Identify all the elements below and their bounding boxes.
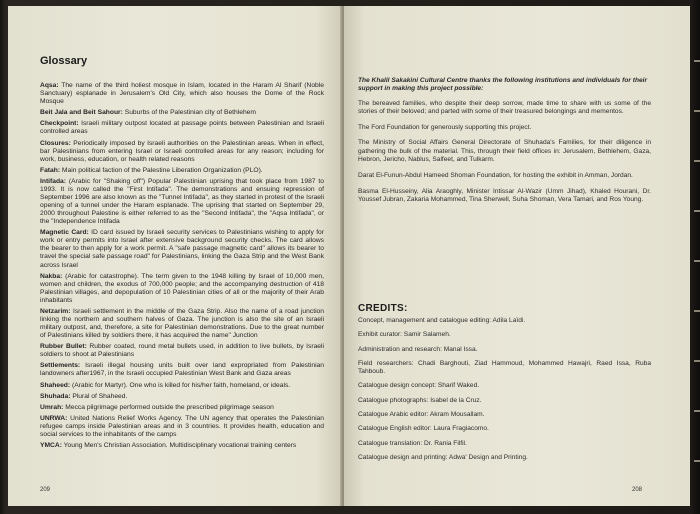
acknowledgement-item: The Ministry of Social Affairs General Directorate of Shuhada's Families, for their diligence in gathering the bulk of the material. This, through their field offices in: Jerusalem, Bethlehem, Gaza, Hebron, Jericho, Nablus, Salfeet, and Tulkarm. — [358, 139, 651, 164]
glossary-list — [40, 82, 324, 453]
credit-item: Catalogue design concept: Sharif Waked. — [358, 382, 480, 390]
glossary-definition: Main political faction of the Palestine Liberation Organization (PLO). — [60, 166, 263, 174]
right-page — [344, 6, 690, 506]
left-page — [8, 6, 342, 506]
glossary-definition: The name of the third holiest mosque in Islam, located in the Haram Al Sharif (Noble Sanctuary) esplanade in Jerusalem's Old City, which also houses the Dome of the Rock Mosque — [40, 82, 324, 106]
glossary-entry — [40, 120, 324, 136]
glossary-definition: Rubber coated, round metal bullets used, in addition to live bullets, by Israeli soldiers to shoot at Palestinians — [40, 343, 324, 359]
glossary-term: Intifada: — [40, 177, 67, 185]
glossary-term: Fatah: — [40, 166, 61, 174]
glossary-entry — [40, 109, 324, 117]
glossary-title: Glossary — [40, 55, 88, 67]
credit-item: Concept, management and catalogue editing: Adila Laïdi. — [358, 317, 526, 324]
glossary-entry — [40, 362, 324, 378]
acknowledgements-list — [358, 100, 651, 205]
glossary-term: Settlements: — [40, 362, 81, 370]
glossary-definition: Israeli settlement in the middle of the Gaza Strip. Also the name of a road junction linking the northern and southern halves of Gaza. The junction is also the site of an Israeli military outpost, and, therefore, a site for Palestinian demonstrations. Due to the great number of Palestinians killed by soldiers there, it has acquired the name" Junction — [40, 307, 324, 340]
page-edge-tabs — [688, 0, 700, 514]
credit-item: Field researchers: Chadi Barghouti, Ziad Hammoud, Mohammed Hawajri, Raed Issa, Ruba Tahboub. — [358, 359, 651, 376]
glossary-term: Closures: — [40, 139, 71, 147]
page-number-left: 209 — [40, 487, 51, 493]
glossary-entry — [40, 343, 324, 359]
acknowledgements-section — [358, 77, 651, 212]
credit-item: Catalogue design and printing: Adwa' Design and Printing. — [358, 453, 528, 461]
credit-item: Catalogue English editor: Laura Fragiacomo. — [358, 425, 489, 433]
glossary-entry — [40, 308, 324, 340]
credit-item: Catalogue Arabic editor: Akram Mousallam. — [358, 411, 485, 419]
glossary-definition: Plural of Shaheed. — [70, 392, 128, 400]
glossary-term: YMCA: — [40, 442, 62, 450]
glossary-entry — [40, 167, 324, 175]
glossary-term: Netzarim: — [40, 307, 71, 315]
glossary-term: Beit Jala and Beit Sahour: — [40, 109, 123, 117]
show-through-text — [358, 12, 658, 24]
glossary-entry — [40, 178, 324, 226]
glossary-entry — [40, 393, 324, 401]
glossary-definition: (Arabic for Martyr). One who is killed for his/her faith, homeland, or ideals. — [70, 381, 291, 389]
glossary-term: Nakba: — [40, 272, 63, 280]
glossary-definition: United Nations Relief Works Agency. The UN agency that operates the Palestinian refugee camps inside Palestinian areas and in 3 countries. It provides health, education and social services to the inhabitants of the camps — [40, 415, 324, 439]
credit-item: Catalogue translation: Dr. Rania Filfil. — [358, 439, 467, 447]
glossary-definition: Mecca pilgrimage performed outside the prescribed pilgrimage season — [63, 403, 274, 411]
acknowledgement-item: The Ford Foundation for generously supporting this project. — [358, 123, 532, 131]
glossary-entry — [40, 140, 324, 164]
glossary-definition: Periodically imposed by Israeli authorities on the Palestinian areas. When in effect, bar Palestinians from entering Israel or Israeli controlled areas for any reason; including for work, business, education, or health related reasons — [40, 139, 324, 163]
glossary-entry — [40, 404, 324, 412]
glossary-term: Checkpoint: — [40, 120, 79, 128]
glossary-entry — [40, 229, 324, 269]
glossary-term: Magnetic Card: — [40, 229, 89, 237]
glossary-entry — [40, 273, 324, 305]
glossary-definition: Israeli military outpost located at passage points between Palestinian and Israeli controlled areas — [40, 120, 324, 136]
glossary-definition: (Arabic for catastrophe). The term given to the 1948 killing by Israel of 10,000 men, women and children, the exodus of 700,000 people; and the accompanying destruction of 418 Palestinian villages, and depopulation of 10 Palestinian cities of all or the majority of their Arab inhabitants — [40, 272, 324, 304]
acknowledgements-intro: The Khalil Sakakini Cultural Centre thanks the following institutions and individuals for their support in making this project possible: — [358, 77, 648, 93]
acknowledgement-item: Darat El-Funun-Abdul Hameed Shoman Foundation, for hosting the exhibit in Amman, Jordan. — [358, 171, 633, 179]
glossary-entry — [40, 415, 324, 439]
credits-title: CREDITS: — [358, 303, 408, 314]
glossary-term: Shuhada: — [40, 392, 71, 400]
glossary-term: Aqsa: — [40, 82, 59, 89]
credits-list — [358, 317, 651, 468]
glossary-definition: Israeli illegal housing units built over land expropriated from Palestinian landowners after1967, in the Israeli occupied Palestinian West Bank and Gaza areas — [40, 362, 324, 378]
glossary-term: Rubber Bullet: — [40, 343, 87, 351]
glossary-definition: (Arabic for "Shaking off") Popular Palestinian uprising that took place from 1987 to 1993. It is now called the "First Intifada". The demonstrations and ensuing repression of September 1996 are also known as the "Tunnel Intifada", as they started in protest of the Israeli opening of a tunnel under the Haram esplanade. The uprising that started on September 29, 2000 throughout Palestine is either referred to as the "Second Intifada", the "Aqsa Intifada", or the "Independence Intifada — [40, 177, 324, 226]
glossary-term: Umrah: — [40, 403, 64, 411]
acknowledgement-item: Basma El-Husseiny, Alia Araoghly, Minister Intissar Al-Wazir (Umm Jihad), Khaled Hourani, Dr. Youssef Jubran, Zakaria Mohammed, Tina Sherwell, Suha Shoman, Vera Tamari, and Ros Young. — [358, 187, 651, 203]
acknowledgement-item: The bereaved families, who despite their deep sorrow, made time to share with us some of the stories of their beloved; and parted with some of their treasured belongings and mementos. — [358, 99, 651, 115]
glossary-term: Shaheed: — [40, 381, 71, 389]
credit-item: Administration and research: Manal Issa. — [358, 345, 478, 353]
credit-item: Exhibit curator: Samir Salameh. — [358, 331, 451, 339]
credit-item: Catalogue photographs: Isabel de la Cruz. — [358, 396, 482, 404]
glossary-definition: Young Men's Christian Association. Multidisciplinary vocational training centers — [61, 442, 297, 450]
page-number-right: 208 — [631, 487, 642, 493]
glossary-entry — [40, 382, 324, 390]
glossary-entry — [40, 82, 324, 106]
glossary-entry — [40, 442, 324, 450]
glossary-definition: ID card issued by Israeli security services to Palestinians wishing to apply for work or entry permits into Israel after extensive background security checks. The card allows the bearer to then apply for a work permit. A "safe passage magnetic card" allows its bearer to travel the special safe passage road" for Palestinians, linking the Gaza Strip and the West Bank across Israel — [40, 229, 324, 269]
glossary-definition: Suburbs of the Palestinian city of Bethlehem — [122, 109, 256, 117]
glossary-term: UNRWA: — [40, 415, 68, 422]
